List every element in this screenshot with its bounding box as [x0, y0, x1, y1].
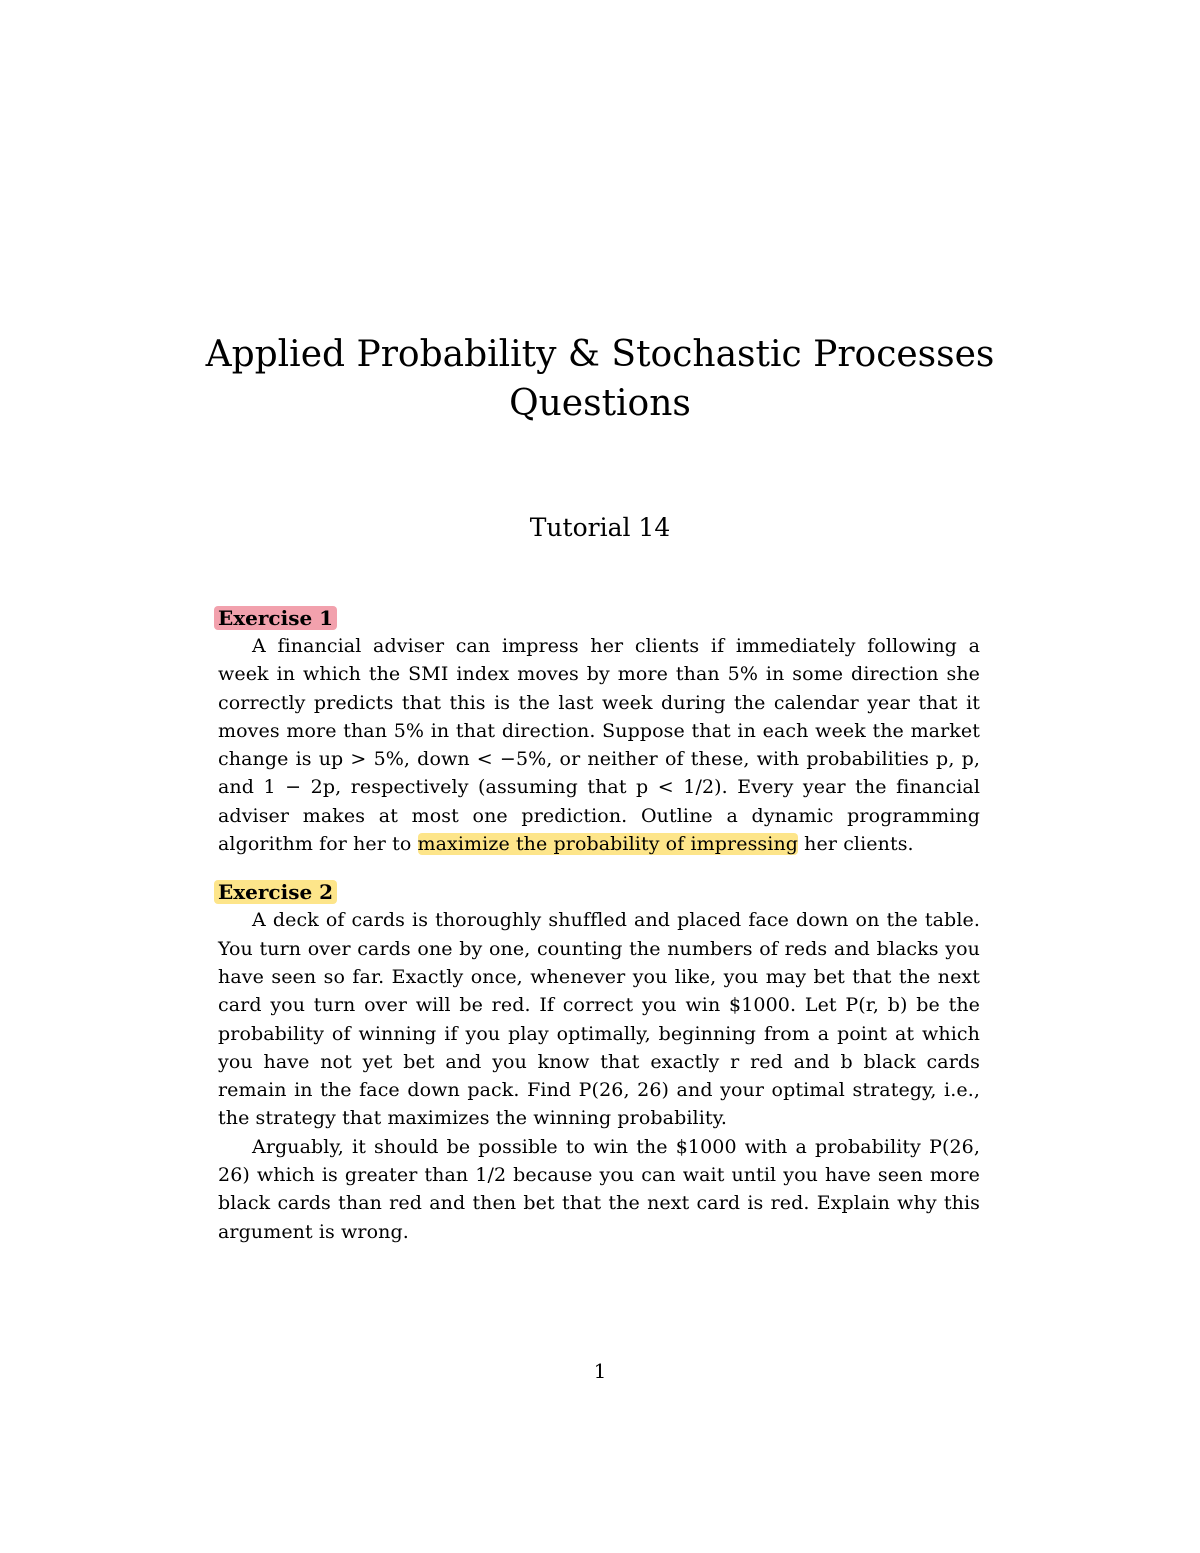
exercise-1-heading-highlight: Exercise 1	[214, 606, 337, 630]
exercise-2-heading	[218, 878, 980, 906]
exercise-1-heading	[218, 604, 980, 632]
exercise-1-text-part-1: A financial adviser can impress her clients if immediately following a week in which the SMI index moves by more than 5% in some direction she correctly predicts that this is the last week during the calendar year that it moves more than 5% in that direction. Suppose that in each week the market change is up > 5%, down < −5%, or neither of these, with probabilities p, p, and 1 − 2p, respectively (assuming that p < 1/2). Every year the financial adviser makes at most one prediction. Outline a dynamic programming algorithm for her to	[218, 635, 980, 856]
document-title	[0, 330, 1200, 428]
title-line-1: Applied Probability & Stochastic Processes	[205, 334, 995, 375]
page-number: 1	[593, 1359, 607, 1383]
exercises-section	[218, 604, 980, 1246]
exercise-2-paragraph-1: A deck of cards is thoroughly shuffled and placed face down on the table. You turn over cards one by one, counting the numbers of reds and blacks you have seen so far. Exactly once, whenever you like, you may bet that the next card you turn over will be red. If correct you win $1000. Let P(r, b) be the probability of winning if you play optimally, beginning from a point at which you have not yet bet and you know that exactly r red and b black cards remain in the face down pack. Find P(26, 26) and your optimal strategy, i.e., the strategy that maximizes the winning probability.	[218, 909, 980, 1130]
tutorial-subtitle: Tutorial 14	[529, 513, 671, 542]
exercise-1-text-part-2: her clients.	[798, 833, 914, 856]
section-gap	[218, 858, 980, 878]
title-line-2: Questions	[509, 383, 691, 424]
exercise-2-heading-highlight: Exercise 2	[214, 880, 337, 904]
exercise-1-text	[218, 632, 980, 858]
exercise-1-highlighted-phrase: maximize the probability of impressing	[417, 833, 799, 856]
exercise-2-paragraph-2: Arguably, it should be possible to win the $1000 with a probability P(26, 26) which is greater than 1/2 because you can wait until you have seen more black cards than red and then bet that the next card is red. Explain why this argument is wrong.	[218, 1135, 980, 1243]
